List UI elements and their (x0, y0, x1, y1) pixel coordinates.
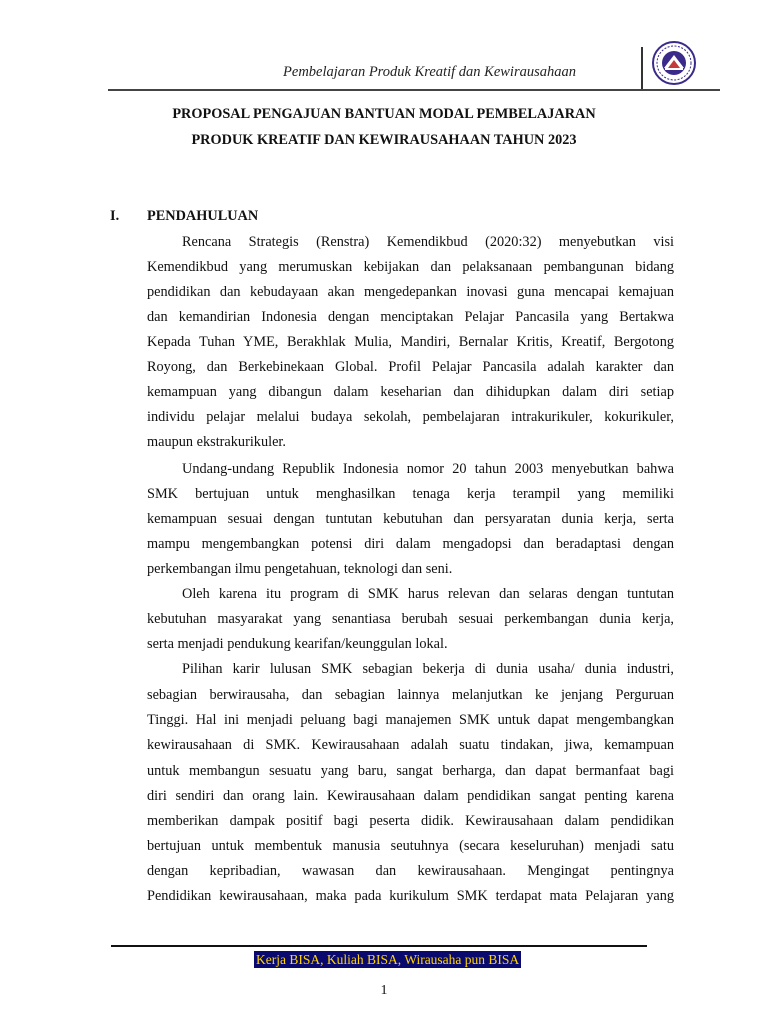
body-line: memberikan dampak positif bagi peserta didik. Kewirausahaan dalam pendidikan (147, 813, 674, 829)
body-line: dengan kepribadian, wawasan dan kewirausahaan. Mengingat pentingnya (147, 863, 674, 879)
body-line: bertujuan untuk membentuk manusia seutuhnya (secara keseluruhan) menjadi satu (147, 838, 674, 854)
body-line: kewirausahaan di SMK. Kewirausahaan adalah suatu tindakan, jiwa, kemampuan (147, 737, 674, 753)
body-line: mampu mengembangkan potensi diri dalam mengadopsi dan beradaptasi dengan (147, 536, 674, 552)
body-line: maupun ekstrakurikuler. (147, 434, 286, 450)
footer-slogan: Kerja BISA, Kuliah BISA, Wirausaha pun BISA (256, 952, 520, 967)
page-number: 1 (380, 983, 388, 998)
section-title: PENDAHULUAN (147, 208, 259, 224)
body-line: Undang-undang Republik Indonesia nomor 20 tahun 2003 menyebutkan bahwa (182, 461, 674, 477)
body-line: pendidikan dan kebudayaan akan mengedepankan inovasi guna mencapai kemajuan (147, 284, 674, 300)
body-line: SMK bertujuan untuk menghasilkan tenaga kerja terampil yang memiliki (147, 486, 674, 502)
body-line: dan kemandirian Indonesia dengan menciptakan Pelajar Pancasila yang Bertakwa (147, 309, 674, 325)
school-emblem-icon (651, 40, 697, 86)
section-number: I. (110, 208, 120, 224)
footer-divider (111, 945, 647, 947)
body-line: Rencana Strategis (Renstra) Kemendikbud (2020:32) menyebutkan visi (182, 234, 674, 250)
body-line: individu pelajar melalui budaya sekolah, pembelajaran intrakurikuler, kokurikuler, (147, 409, 674, 425)
body-line: Kemendikbud yang merumuskan kebijakan dan pelaksanaan pembangunan bidang (147, 259, 674, 275)
header-divider-vertical (641, 47, 643, 89)
body-line: sebagian berwirausaha, dan sebagian lainnya melanjutkan ke jenjang Perguruan (147, 687, 674, 703)
body-line: serta menjadi pendukung kearifan/keunggulan lokal. (147, 636, 448, 652)
body-line: kemampuan yang dibangun dalam keseharian dan dihidupkan dalam diri setiap (147, 384, 674, 400)
body-line: diri sendiri dan orang lain. Kewirausahaan dalam pendidikan sangat penting karena (147, 788, 674, 804)
body-line: Royong, dan Berkebinekaan Global. Profil Pelajar Pancasila adalah karakter dan (147, 359, 674, 375)
body-line: kebutuhan masyarakat yang senantiasa berubah sesuai perkembangan dunia kerja, (147, 611, 674, 627)
header-title: Pembelajaran Produk Kreatif dan Kewirausahaan (283, 64, 576, 80)
body-line: untuk membangun sesuatu yang baru, sangat berharga, dan dapat bermanfaat bagi (147, 763, 674, 779)
header-divider-horizontal (108, 89, 720, 91)
body-line: Pilihan karir lulusan SMK sebagian bekerja di dunia usaha/ dunia industri, (182, 661, 674, 677)
body-line: Oleh karena itu program di SMK harus relevan dan selaras dengan tuntutan (182, 586, 674, 602)
body-line: kemampuan sesuai dengan tuntutan kebutuhan dan persyaratan dunia kerja, serta (147, 511, 674, 527)
document-title-line-2: PRODUK KREATIF DAN KEWIRAUSAHAAN TAHUN 2023 (191, 132, 577, 148)
body-line: Kepada Tuhan YME, Berakhlak Mulia, Mandiri, Bernalar Kritis, Kreatif, Bergotong (147, 334, 674, 350)
document-title-line-1: PROPOSAL PENGAJUAN BANTUAN MODAL PEMBELAJARAN (172, 106, 596, 122)
body-line: Pendidikan kewirausahaan, maka pada kurikulum SMK terdapat mata Pelajaran yang (147, 888, 674, 904)
body-line: perkembangan ilmu pengetahuan, teknologi dan seni. (147, 561, 453, 577)
body-line: Tinggi. Hal ini menjadi peluang bagi manajemen SMK untuk dapat mengembangkan (147, 712, 674, 728)
